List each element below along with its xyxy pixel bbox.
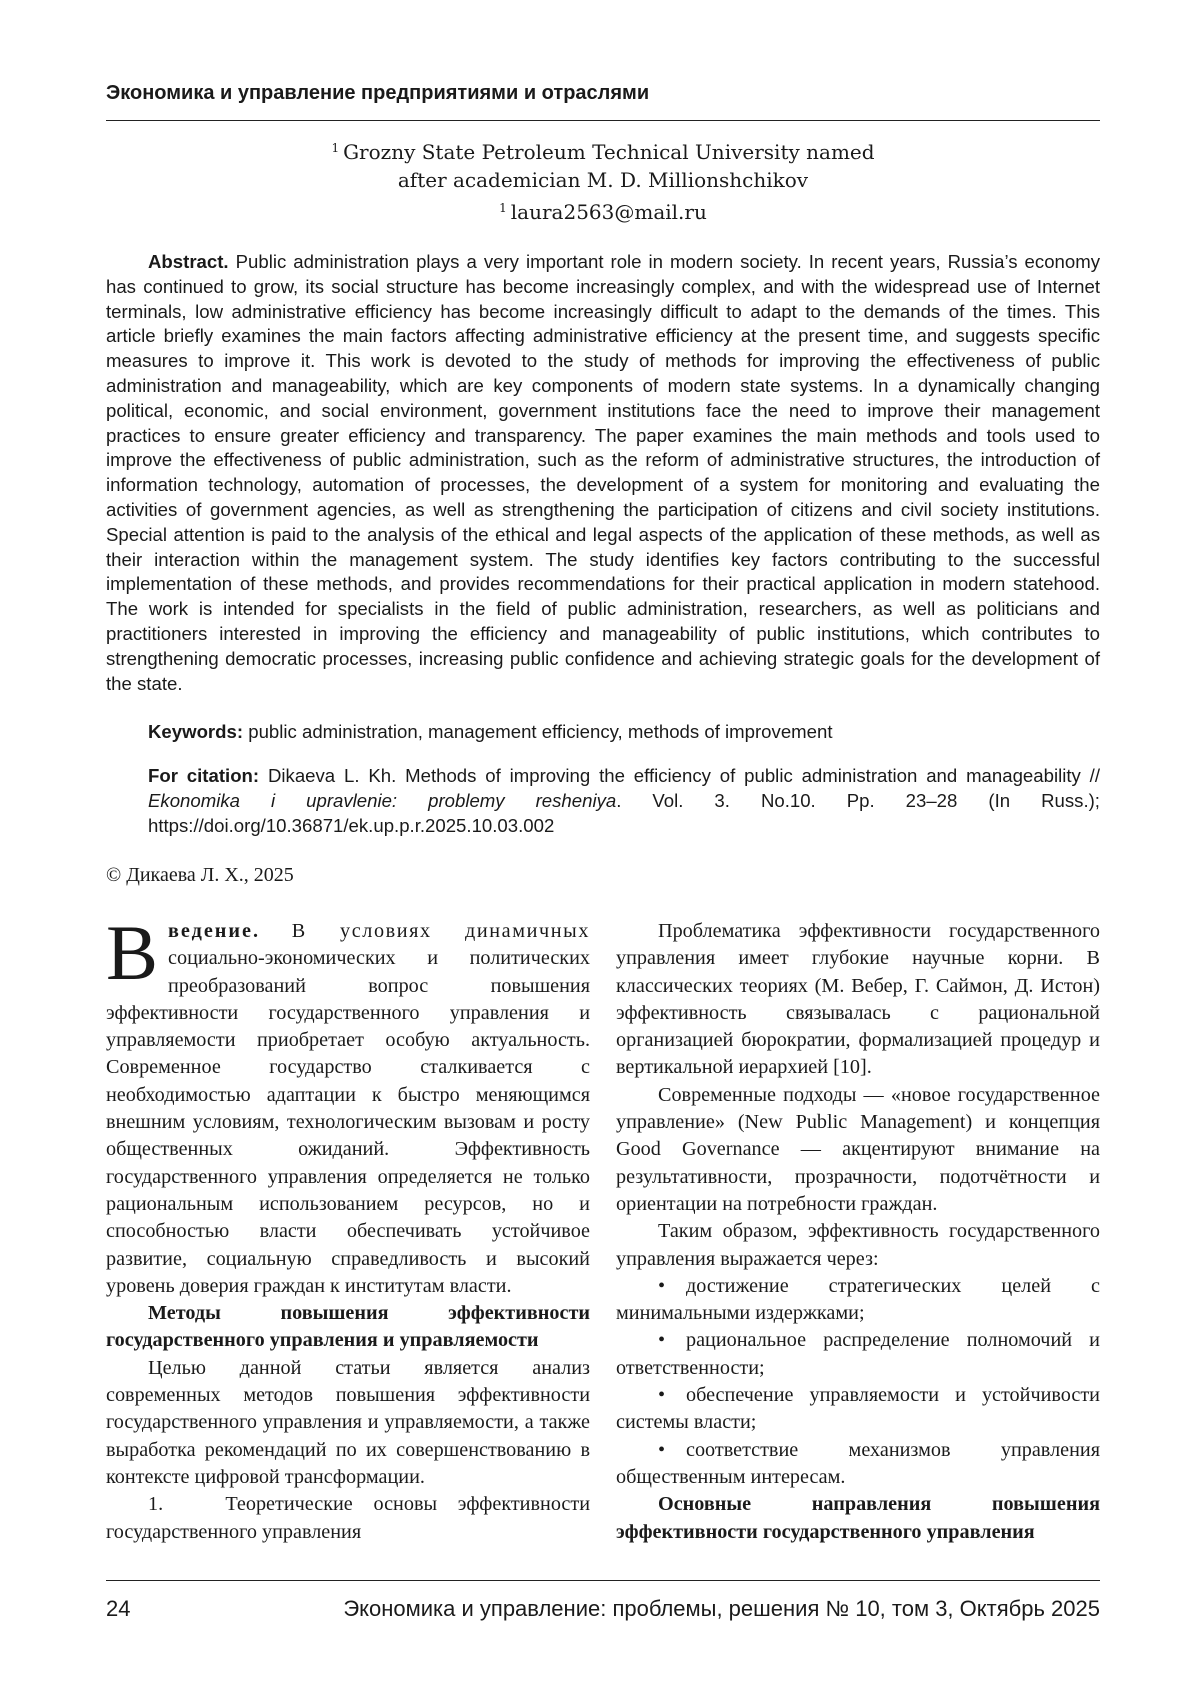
bullet-text: достижение стратегических целей с минимальными издержками; bbox=[616, 1274, 1100, 1325]
intro-spaced-text: В условиях динамичных bbox=[291, 920, 591, 942]
bullet-icon: • bbox=[658, 1274, 666, 1297]
right-text-column bbox=[616, 918, 1100, 1546]
citation-text-part1: Dikaeva L. Kh. Methods of improving the efficiency of public administration and manageability // bbox=[267, 765, 1100, 786]
email-superscript: 1 bbox=[499, 201, 507, 215]
numbered-item-1 bbox=[106, 1491, 590, 1546]
theory-paragraph: Проблематика эффективности государственного управления имеет глубокие научные корни. В классических теориях (М. Вебер, Г. Саймон, Д. Истон) эффективность связывалась с рациональной организацией бюрократии, формализацией процедур и вертикальной иерархией [10]. bbox=[616, 920, 1100, 1079]
abstract-text: Public administration plays a very important role in modern society. In recent years, Russia’s economy has continued to grow, its social structure has become increasingly complex, and with the widespread use of Internet terminals, low administrative efficiency has become increasingly difficult to adapt to the demands of the times. This article briefly examines the main factors affecting administrative efficiency at the present time, and suggests specific measures to improve it. This work is devoted to the study of methods for improving the effectiveness of public administration and manageability, which are key components of modern state systems. In a dynamically changing political, economic, and social environment, government institutions face the need to improve their management practices to ensure greater efficiency and transparency. The paper examines the main methods and tools used to improve the effectiveness of public administration, such as the reform of administrative structures, the introduction of information technology, automation of processes, the development of a system for monitoring and evaluating the activities of government agencies, as well as strengthening the participation of citizens and civil society institutions. Special attention is paid to the analysis of the ethical and legal aspects of the application of these methods, as well as their interaction within the management system. The study identifies key factors contributing to the successful implementation of these methods, and provides recommendations for their practical application in modern statehood. The work is intended for specialists in the field of public administration, researchers, as well as politicians and practitioners interested in improving the efficiency and manageability of public institutions, which contributes to strengthening democratic processes, increasing public confidence and achieving strategic goals for the development of the state. bbox=[106, 251, 1101, 694]
intro-text: социально-экономических и политических преобразований вопрос повышения эффективности государственного управления и управляемости приобретает особую актуальность. Современное государство сталкивается с необходимостью адаптации к быстро меняющимся внешним условиям, технологическим вызовам и росту общественных ожиданий. Эффективность государственного управления определяется не только рациональным использованием ресурсов, но и способностью власти обеспечивать устойчивое развитие, социальную справедливость и высокий уровень доверия граждан к институтам власти. bbox=[106, 947, 590, 1297]
modern-approaches-paragraph: Современные подходы — «новое государственное управление» (New Public Management) и концепция Good Governance — акцентируют внимание на результативности, прозрачности, подотчётности и ориентации на потребности граждан. bbox=[616, 1083, 1100, 1215]
affiliation-line-2: after academician M. D. Millionshchikov bbox=[397, 168, 809, 192]
bullet-item bbox=[616, 1327, 1100, 1382]
keywords-line bbox=[148, 720, 1100, 745]
citation-label: For citation: bbox=[148, 765, 260, 786]
citation-block bbox=[148, 764, 1100, 838]
bullet-text: рациональное распределение полномочий и ответственности; bbox=[616, 1329, 1100, 1379]
footer-divider bbox=[106, 1580, 1100, 1581]
affiliation-block bbox=[106, 134, 1100, 226]
page-number: 24 bbox=[106, 1596, 131, 1621]
left-text-column bbox=[106, 909, 591, 1546]
bullet-text: обеспечение управляемости и устойчивости системы власти; bbox=[616, 1384, 1100, 1434]
intro-paragraph bbox=[106, 909, 591, 1300]
citation-journal-name: Ekonomika i upravlenie: problemy resheniya bbox=[148, 789, 617, 811]
bullet-icon: • bbox=[658, 1329, 666, 1352]
running-header: Экономика и управление предприятиями и отраслями bbox=[106, 82, 650, 104]
bullet-item bbox=[616, 1382, 1100, 1437]
abstract-paragraph bbox=[106, 250, 1100, 696]
affiliation-superscript: 1 bbox=[331, 141, 340, 155]
item-number: 1. bbox=[148, 1493, 164, 1516]
bullet-icon: • bbox=[658, 1384, 666, 1407]
journal-issue-info: Экономика и управление: проблемы, решения № 10, том 3, Октябрь 2025 bbox=[343, 1596, 1100, 1621]
item-text: Теоретические основы эффективности государственного управления bbox=[106, 1493, 591, 1543]
keywords-text: public administration, management efficiency, methods of improvement bbox=[248, 721, 833, 742]
bullet-item bbox=[616, 1437, 1100, 1492]
affiliation-line-1 bbox=[106, 134, 1100, 166]
section-heading-directions: Основные направления повышения эффективности государственного управления bbox=[616, 1493, 1100, 1543]
purpose-paragraph: Целью данной статьи является анализ современных методов повышения эффективности государственного управления и управляемости, а также выработка рекомендаций по их совершенствованию в контексте цифровой трансформации. bbox=[106, 1356, 590, 1488]
efficiency-intro-paragraph: Таким образом, эффективность государственного управления выражается через: bbox=[616, 1220, 1100, 1270]
intro-bold-word: ведение. bbox=[168, 920, 261, 942]
bullet-text: соответствие механизмов управления общественным интересам. bbox=[616, 1438, 1100, 1488]
journal-page bbox=[106, 0, 1100, 1698]
author-email: laura2563@mail.ru bbox=[510, 200, 707, 224]
copyright-notice: © Дикаева Л. Х., 2025 bbox=[106, 864, 294, 886]
bullet-item bbox=[616, 1273, 1100, 1328]
abstract-label: Abstract. bbox=[148, 251, 229, 272]
affiliation-text-1: Grozny State Petroleum Technical University named bbox=[343, 140, 875, 164]
affiliation-email-line bbox=[106, 194, 1100, 226]
header-divider bbox=[106, 120, 1100, 121]
citation-text-part2: . Vol. 3. No.10. Pp. 23–28 (In Russ.); https://doi.org/10.36871/ek.up.p.r.2025.10.03.002 bbox=[148, 789, 1100, 836]
section-heading-methods: Методы повышения эффективности государственного управления и управляемости bbox=[106, 1302, 590, 1352]
drop-cap-letter: В bbox=[106, 909, 159, 996]
bullet-icon: • bbox=[658, 1438, 666, 1461]
keywords-label: Keywords: bbox=[148, 721, 244, 742]
